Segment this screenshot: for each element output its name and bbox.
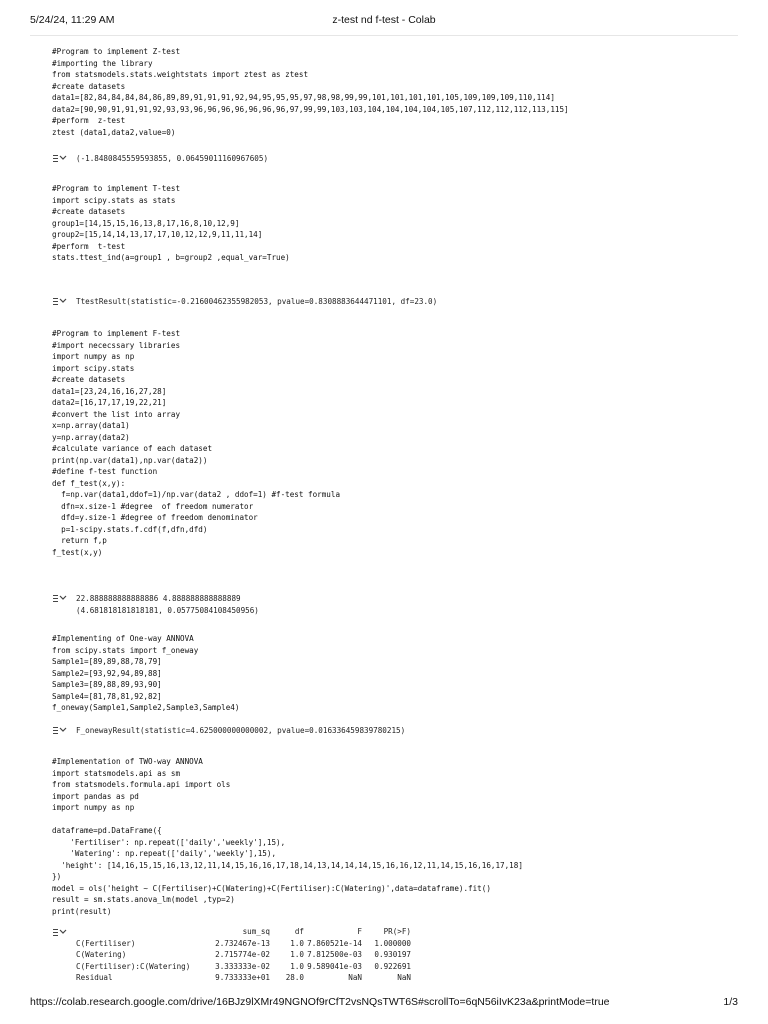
cell-output-oneway-anova: F_onewayResult(statistic=4.625000000000002, pvalue=0.016336459839780215) — [76, 726, 406, 735]
row-label: Residual — [76, 973, 113, 982]
table-cell: 9.589041e-03 — [307, 961, 362, 971]
cell-output-ttest: TtestResult(statistic=-0.21600462355982053, pvalue=0.8308883644471101, df=23.0) — [76, 297, 438, 306]
row-label: C(Fertiliser) — [76, 938, 136, 948]
table-cell: 1.0 — [290, 961, 304, 971]
table-row — [76, 972, 411, 984]
table-cell: 3.333333e-02 — [215, 961, 270, 971]
table-header-row — [76, 926, 411, 938]
cell-output-ftest: 22.888888888888886 4.888888888888889 (4.681818181818181, 0.05775084108450956) — [76, 594, 259, 615]
table-cell: NaN — [348, 973, 362, 982]
table-cell: 0.930197 — [374, 950, 411, 959]
output-toggle-icon[interactable] — [52, 725, 67, 736]
output-toggle-icon[interactable] — [52, 927, 67, 938]
page-number: 1/3 — [723, 996, 738, 1008]
table-cell: 2.715774e-02 — [215, 950, 270, 959]
table-cell: 0.922691 — [374, 961, 411, 971]
table-cell: 7.860521e-14 — [307, 938, 362, 948]
column-header: sum_sq — [242, 927, 270, 936]
header-divider — [30, 35, 738, 36]
code-cell-ztest[interactable]: #Program to implement Z-test #importing the library from statsmodels.stats.weightstats import ztest as ztest #create datasets data1=[82,84,84,84,84,86,89,89,91,91,91,92,94,95,95,95,97,98,98,99,99,101,101,101,101,105,109,109,109,110,114] data2=[90,90,91,91,91,92,93,93,96,96,96,96,96,96,96,97,99,99,103,103,104,104,104,104,105,107,112,112,112,113,115] #perform z-test ztest (data1,data2,value=0) — [52, 47, 569, 137]
output-toggle-icon[interactable] — [52, 153, 67, 164]
output-toggle-icon[interactable] — [52, 593, 67, 604]
row-label: C(Fertiliser):C(Watering) — [76, 961, 191, 971]
code-cell-twoway-anova[interactable]: #Implementation of TWO-way ANNOVA import statsmodels.api as sm from statsmodels.formula.api import ols import pandas as pd import numpy as np dataframe=pd.DataFrame({ 'Fertiliser': np.repeat(['daily','weekly'],15), 'Watering': np.repeat(['daily','weekly'],15), 'height': [14,16,15,15,16,13,12,11,14,15,16,16,17,18,14,13,14,14,14,15,16,16,12,11,14,15,16,16,17,18] }) model = ols('height ~ C(Fertiliser)+C(Watering)+C(Fertiliser):C(Watering)',data=dataframe).fit() result = sm.stats.anova_lm(model ,typ=2) print(result) — [52, 757, 523, 916]
cell-output-ztest: (-1.8480845559593855, 0.06459011160967605) — [76, 154, 269, 163]
column-header: PR(>F) — [383, 927, 411, 936]
output-toggle-icon[interactable] — [52, 296, 67, 307]
code-cell-ftest[interactable]: #Program to implement F-test #import nececssary libraries import numpy as np import scipy.stats #create datasets data1=[23,24,16,16,27,28] data2=[16,17,17,19,22,21] #convert the list into array x=np.array(data1) y=np.array(data2) #calculate variance of each dataset print(np.var(data1),np.var(data2)) #define f-test function def f_test(x,y): f=np.var(data1,ddof=1)/np.var(data2 , ddof=1) #f-test formula dfn=x.size-1 #degree of freedom numerator dfd=y.size-1 #degree of freedom denominator p=1-scipy.stats.f.cdf(f,dfn,dfd) return f,p f_test(x,y) — [52, 329, 341, 557]
table-cell: 9.733333e+01 — [215, 973, 270, 982]
table-cell: 2.732467e-13 — [215, 938, 270, 948]
table-cell: 1.000000 — [374, 938, 411, 948]
code-cell-oneway-anova[interactable]: #Implementing of One-way ANNOVA from scipy.stats import f_oneway Sample1=[89,89,88,78,79] Sample2=[93,92,94,89,88] Sample3=[89,88,89,93,90] Sample4=[81,78,81,92,82] f_oneway(Sample1,Sample2,Sample3,Sample4) — [52, 634, 240, 712]
anova-result-table — [76, 926, 411, 984]
code-cell-ttest[interactable]: #Program to implement T-test import scipy.stats as stats #create datasets group1=[14,15,15,16,13,8,17,16,8,10,12,9] group2=[15,14,14,13,17,17,10,12,12,9,11,11,14] #perform t-test stats.ttest_ind(a=group1 , b=group2 ,equal_var=True) — [52, 184, 290, 262]
table-row — [76, 949, 411, 961]
table-cell: 1.0 — [290, 950, 304, 959]
print-footer — [30, 996, 738, 1012]
table-row — [76, 961, 411, 973]
table-cell: 28.0 — [285, 973, 304, 982]
print-header — [30, 14, 738, 30]
column-header: F — [357, 927, 362, 936]
print-datetime: 5/24/24, 11:29 AM — [30, 14, 115, 26]
table-cell: 1.0 — [290, 938, 304, 948]
table-row — [76, 938, 411, 950]
row-label: C(Watering) — [76, 950, 127, 959]
table-cell: 7.812500e-03 — [307, 950, 362, 959]
table-cell: NaN — [397, 973, 411, 982]
page-url[interactable]: https://colab.research.google.com/drive/16BJz9lXMr49NGNOf9rCfT2vsNQsTWT6S#scrollTo=6qN56iIvK23a&printMode=true — [30, 996, 610, 1008]
column-header: df — [294, 927, 304, 936]
page-title: z-test nd f-test - Colab — [332, 14, 436, 26]
